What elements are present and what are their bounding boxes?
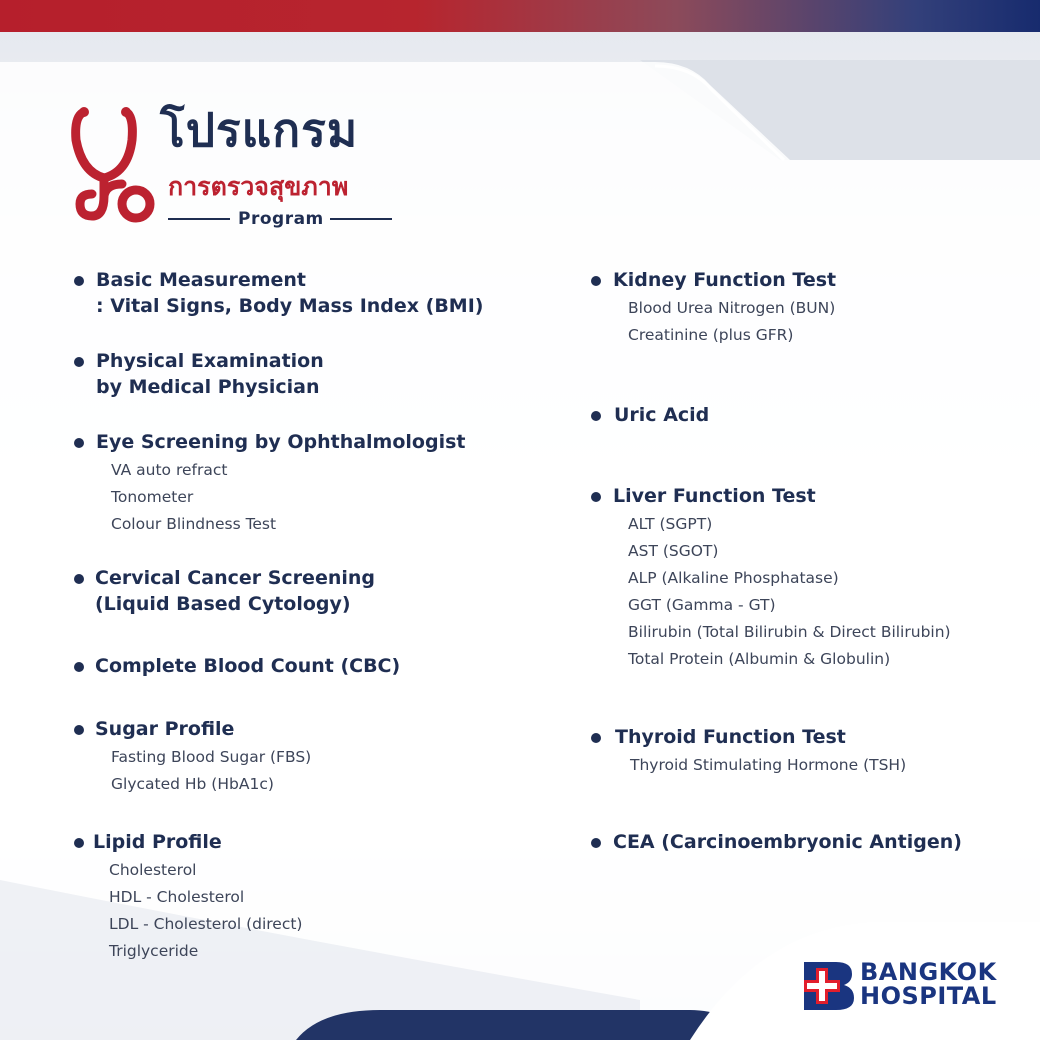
item-detail: Tonometer (111, 488, 194, 506)
item-title: : Vital Signs, Body Mass Index (BMI) (96, 295, 484, 317)
divider-right (330, 218, 392, 220)
item-title: Sugar Profile (95, 718, 235, 740)
bullet-icon (591, 733, 601, 743)
item-detail: Fasting Blood Sugar (FBS) (111, 748, 312, 766)
bullet-icon (74, 438, 84, 448)
item-title: Basic Measurement (96, 269, 307, 291)
item-detail: ALT (SGPT) (628, 515, 713, 533)
item-detail: AST (SGOT) (628, 542, 719, 560)
item-detail: LDL - Cholesterol (direct) (109, 915, 303, 933)
page-title-thai: โปรแกรม (160, 103, 359, 157)
item-title: by Medical Physician (96, 376, 320, 398)
bullet-icon (591, 276, 601, 286)
item-detail: HDL - Cholesterol (109, 888, 245, 906)
item-detail: Triglyceride (109, 942, 199, 960)
item-title: (Liquid Based Cytology) (95, 593, 351, 615)
item-detail: Thyroid Stimulating Hormone (TSH) (630, 756, 907, 774)
bullet-icon (74, 357, 84, 367)
item-title: Complete Blood Count (CBC) (95, 655, 401, 677)
item-title: Cervical Cancer Screening (95, 567, 375, 589)
page-subtitle-thai: การตรวจสุขภาพ (168, 172, 349, 201)
bullet-icon (74, 574, 84, 584)
item-detail: Cholesterol (109, 861, 197, 879)
brand-name-line2: HOSPITAL (860, 982, 997, 1010)
item-title: Lipid Profile (93, 831, 222, 853)
item-title: Uric Acid (614, 404, 710, 426)
item-detail: Bilirubin (Total Bilirubin & Direct Bilirubin) (628, 623, 951, 641)
brand-name-line1: BANGKOK (860, 958, 997, 986)
bullet-icon (591, 838, 601, 848)
bullet-icon (591, 411, 601, 421)
brand-name (860, 960, 997, 1008)
item-title: Eye Screening by Ophthalmologist (96, 431, 466, 453)
item-title: Kidney Function Test (613, 269, 837, 291)
item-detail: Glycated Hb (HbA1c) (111, 775, 274, 793)
bullet-icon (591, 492, 601, 502)
item-detail: GGT (Gamma - GT) (628, 596, 776, 614)
item-title: Liver Function Test (613, 485, 816, 507)
bullet-icon (74, 838, 84, 848)
item-detail: Colour Blindness Test (111, 515, 277, 533)
item-detail: ALP (Alkaline Phosphatase) (628, 569, 839, 587)
item-detail: Blood Urea Nitrogen (BUN) (628, 299, 836, 317)
program-label: Program (238, 209, 324, 229)
item-title: Physical Examination (96, 350, 324, 372)
item-title: CEA (Carcinoembryonic Antigen) (613, 831, 962, 853)
item-detail: Creatinine (plus GFR) (628, 326, 794, 344)
top-gradient-bar (0, 0, 1040, 32)
item-detail: Total Protein (Albumin & Globulin) (628, 650, 891, 668)
item-detail: VA auto refract (111, 461, 228, 479)
bullet-icon (74, 662, 84, 672)
bullet-icon (74, 725, 84, 735)
bullet-icon (74, 276, 84, 286)
divider-left (168, 218, 230, 220)
item-title: Thyroid Function Test (615, 726, 846, 748)
